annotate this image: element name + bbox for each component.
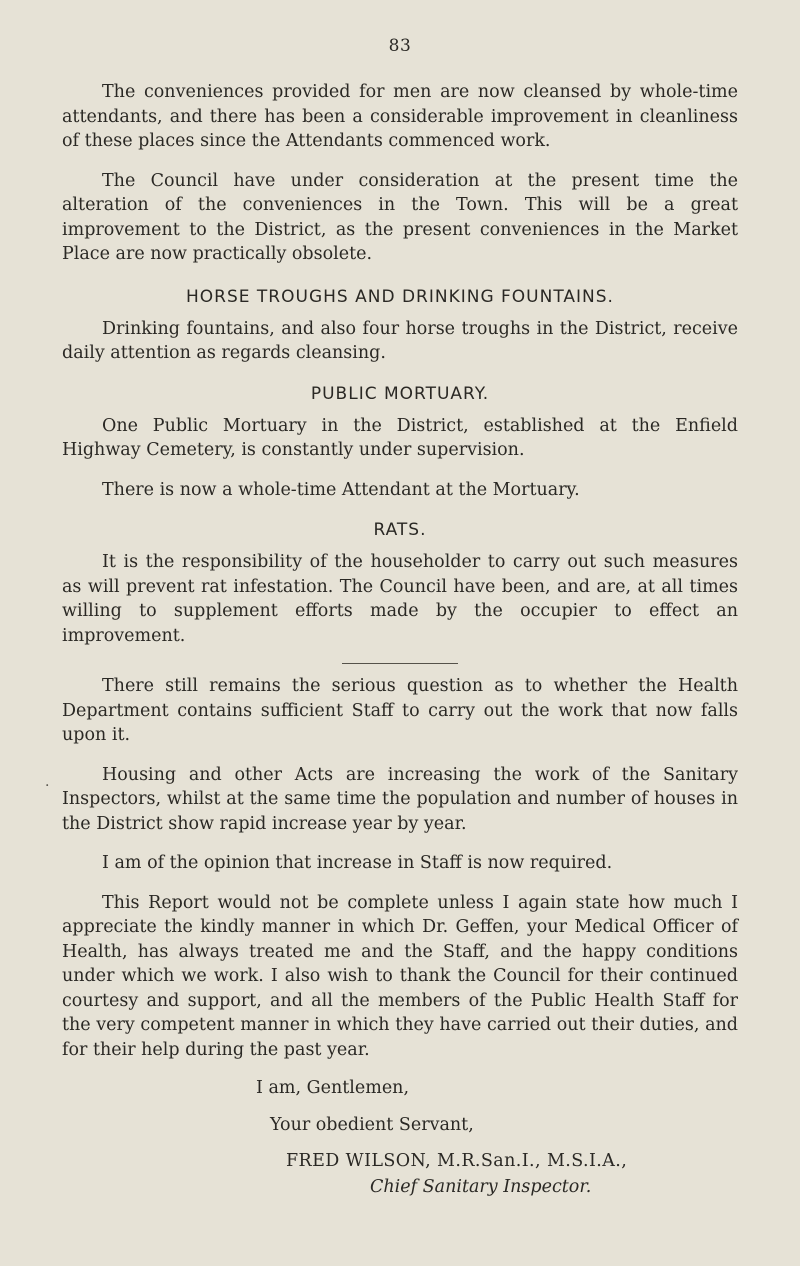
paragraph: This Report would not be complete unless I again state how much I appreciate the kindly manner in which Dr. Geffen, your Medical Officer of Health, has always treated me and the Staff, and the happy conditions under which we work. I also wish to thank the Council for their continued courtesy and support, and all the members of the Public Health Staff for the very competent manner in which they have carried out their duties, and for their help during the past year.: [62, 892, 738, 1060]
section-heading-horse-troughs: HORSE TROUGHS AND DRINKING FOUNTAINS.: [186, 286, 614, 307]
paragraph: There still remains the serious question as to whether the Health Department contains sufficient Staff to carry out the work that now falls upon it.: [62, 676, 738, 745]
page-number: 83: [388, 36, 412, 56]
section-heading-rats: RATS.: [373, 520, 427, 540]
section-divider: [342, 663, 458, 664]
paragraph: The conveniences provided for men are now cleansed by whole-time attendants, and there has been a considerable improvement in cleanliness of these places since the Attendants commenced work.: [62, 82, 738, 151]
paragraph: One Public Mortuary in the District, established at the Enfield Highway Cemetery, is constantly under supervision.: [62, 415, 738, 460]
margin-mark: ·: [45, 778, 50, 794]
signatory-title: Chief Sanitary Inspector.: [370, 1176, 592, 1197]
paragraph: There is now a whole-time Attendant at the Mortuary.: [102, 479, 580, 500]
section-heading-public-mortuary: PUBLIC MORTUARY.: [310, 383, 490, 404]
signatory-name: FRED WILSON, M.R.San.I., M.S.I.A.,: [286, 1151, 628, 1171]
closing-valediction: Your obedient Servant,: [270, 1114, 474, 1135]
paragraph: Drinking fountains, and also four horse troughs in the District, receive daily attention as regards cleansing.: [62, 318, 738, 363]
paragraph: Housing and other Acts are increasing the work of the Sanitary Inspectors, whilst at the same time the population and number of houses in the District show rapid increase year by year.: [62, 764, 738, 834]
paragraph: I am of the opinion that increase in Staff is now required.: [102, 853, 613, 873]
closing-salutation: I am, Gentlemen,: [256, 1078, 410, 1098]
paragraph: The Council have under consideration at the present time the alteration of the conveniences in the Town. This will be a great improvement to the District, as the present conveniences in the Market Place are now practically obsolete.: [62, 170, 738, 264]
paragraph: It is the responsibility of the householder to carry out such measures as will prevent rat infestation. The Council have been, and are, at all times willing to supplement efforts made by the occupier to effect an improvement.: [62, 552, 738, 646]
